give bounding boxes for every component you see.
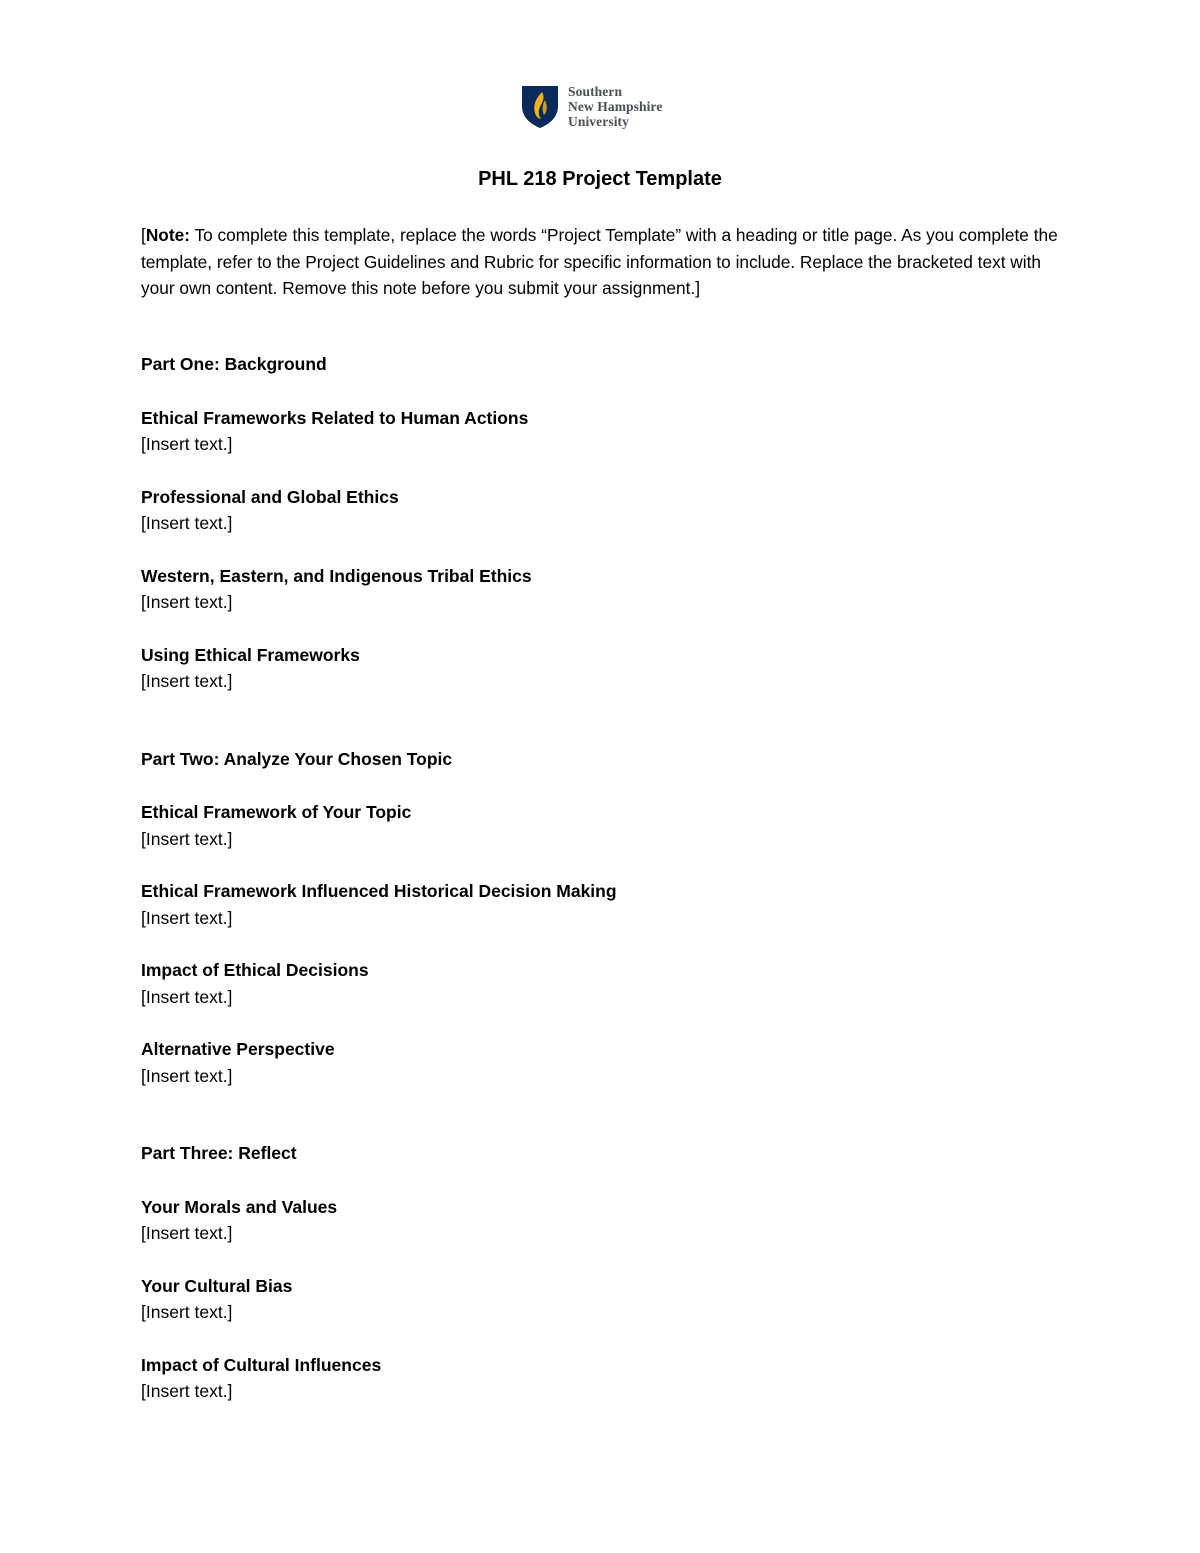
section-placeholder-text: [Insert text.]	[141, 513, 233, 533]
section-title: Impact of Ethical Decisions	[141, 960, 369, 980]
part-heading: Part Two: Analyze Your Chosen Topic	[141, 748, 453, 769]
part-spacer	[141, 721, 1061, 746]
section-title: Ethical Framework of Your Topic	[141, 802, 412, 822]
note-open-bracket: [	[141, 225, 146, 245]
section	[141, 878, 1061, 931]
logo-wordmark	[568, 84, 662, 129]
section-title: Impact of Cultural Influences	[141, 1354, 382, 1375]
document-body	[141, 351, 1061, 1431]
section	[141, 1352, 1061, 1405]
section-placeholder-text: [Insert text.]	[141, 986, 233, 1007]
logo-line-3: University	[568, 114, 629, 129]
section-title: Western, Eastern, and Indigenous Tribal Ethics	[141, 565, 532, 586]
section-placeholder-text: [Insert text.]	[141, 671, 233, 691]
section-placeholder-text: [Insert text.]	[141, 1065, 233, 1086]
section	[141, 484, 1061, 537]
section	[141, 1194, 1061, 1247]
section	[141, 1273, 1061, 1326]
section-title: Your Morals and Values	[141, 1196, 338, 1217]
part-spacer	[141, 1115, 1061, 1140]
note-label: Note:	[145, 225, 190, 245]
section-placeholder-text: [Insert text.]	[141, 1381, 233, 1401]
section-title: Your Cultural Bias	[141, 1275, 293, 1296]
section-placeholder-text: [Insert text.]	[141, 434, 233, 454]
section-title: Using Ethical Frameworks	[141, 644, 360, 665]
section	[141, 405, 1061, 458]
section	[141, 1036, 1061, 1089]
section	[141, 957, 1061, 1010]
section-title: Alternative Perspective	[141, 1039, 335, 1059]
part-heading: Part Three: Reflect	[141, 1143, 297, 1163]
university-logo	[520, 84, 662, 132]
part-two	[141, 746, 1061, 1090]
section-placeholder-text: [Insert text.]	[141, 907, 233, 928]
section	[141, 642, 1061, 695]
logo-line-2: New Hampshire	[568, 99, 663, 114]
section	[141, 563, 1061, 616]
template-note	[141, 222, 1061, 302]
part-three	[141, 1140, 1061, 1405]
section-title: Ethical Framework Influenced Historical Decision Making	[141, 881, 617, 901]
section	[141, 799, 1061, 852]
section-placeholder-text: [Insert text.]	[141, 1302, 233, 1322]
document-title: PHL 218 Project Template	[478, 168, 722, 190]
section-placeholder-text: [Insert text.]	[141, 828, 233, 849]
part-one	[141, 351, 1061, 695]
section-title: Ethical Frameworks Related to Human Actions	[141, 407, 529, 428]
section-title: Professional and Global Ethics	[141, 486, 399, 507]
logo-line-1: Southern	[568, 84, 623, 99]
snhu-shield-icon	[520, 84, 560, 130]
section-placeholder-text: [Insert text.]	[141, 1223, 233, 1243]
section-placeholder-text: [Insert text.]	[141, 592, 233, 612]
note-text: To complete this template, replace the words “Project Template” with a heading or title page. As you complete the template, refer to the Project Guidelines and Rubric for specific information to include. Replace the bracketed text with your own content. Remove this note before you submit your assignment.]	[141, 225, 1058, 298]
part-heading: Part One: Background	[141, 354, 327, 374]
